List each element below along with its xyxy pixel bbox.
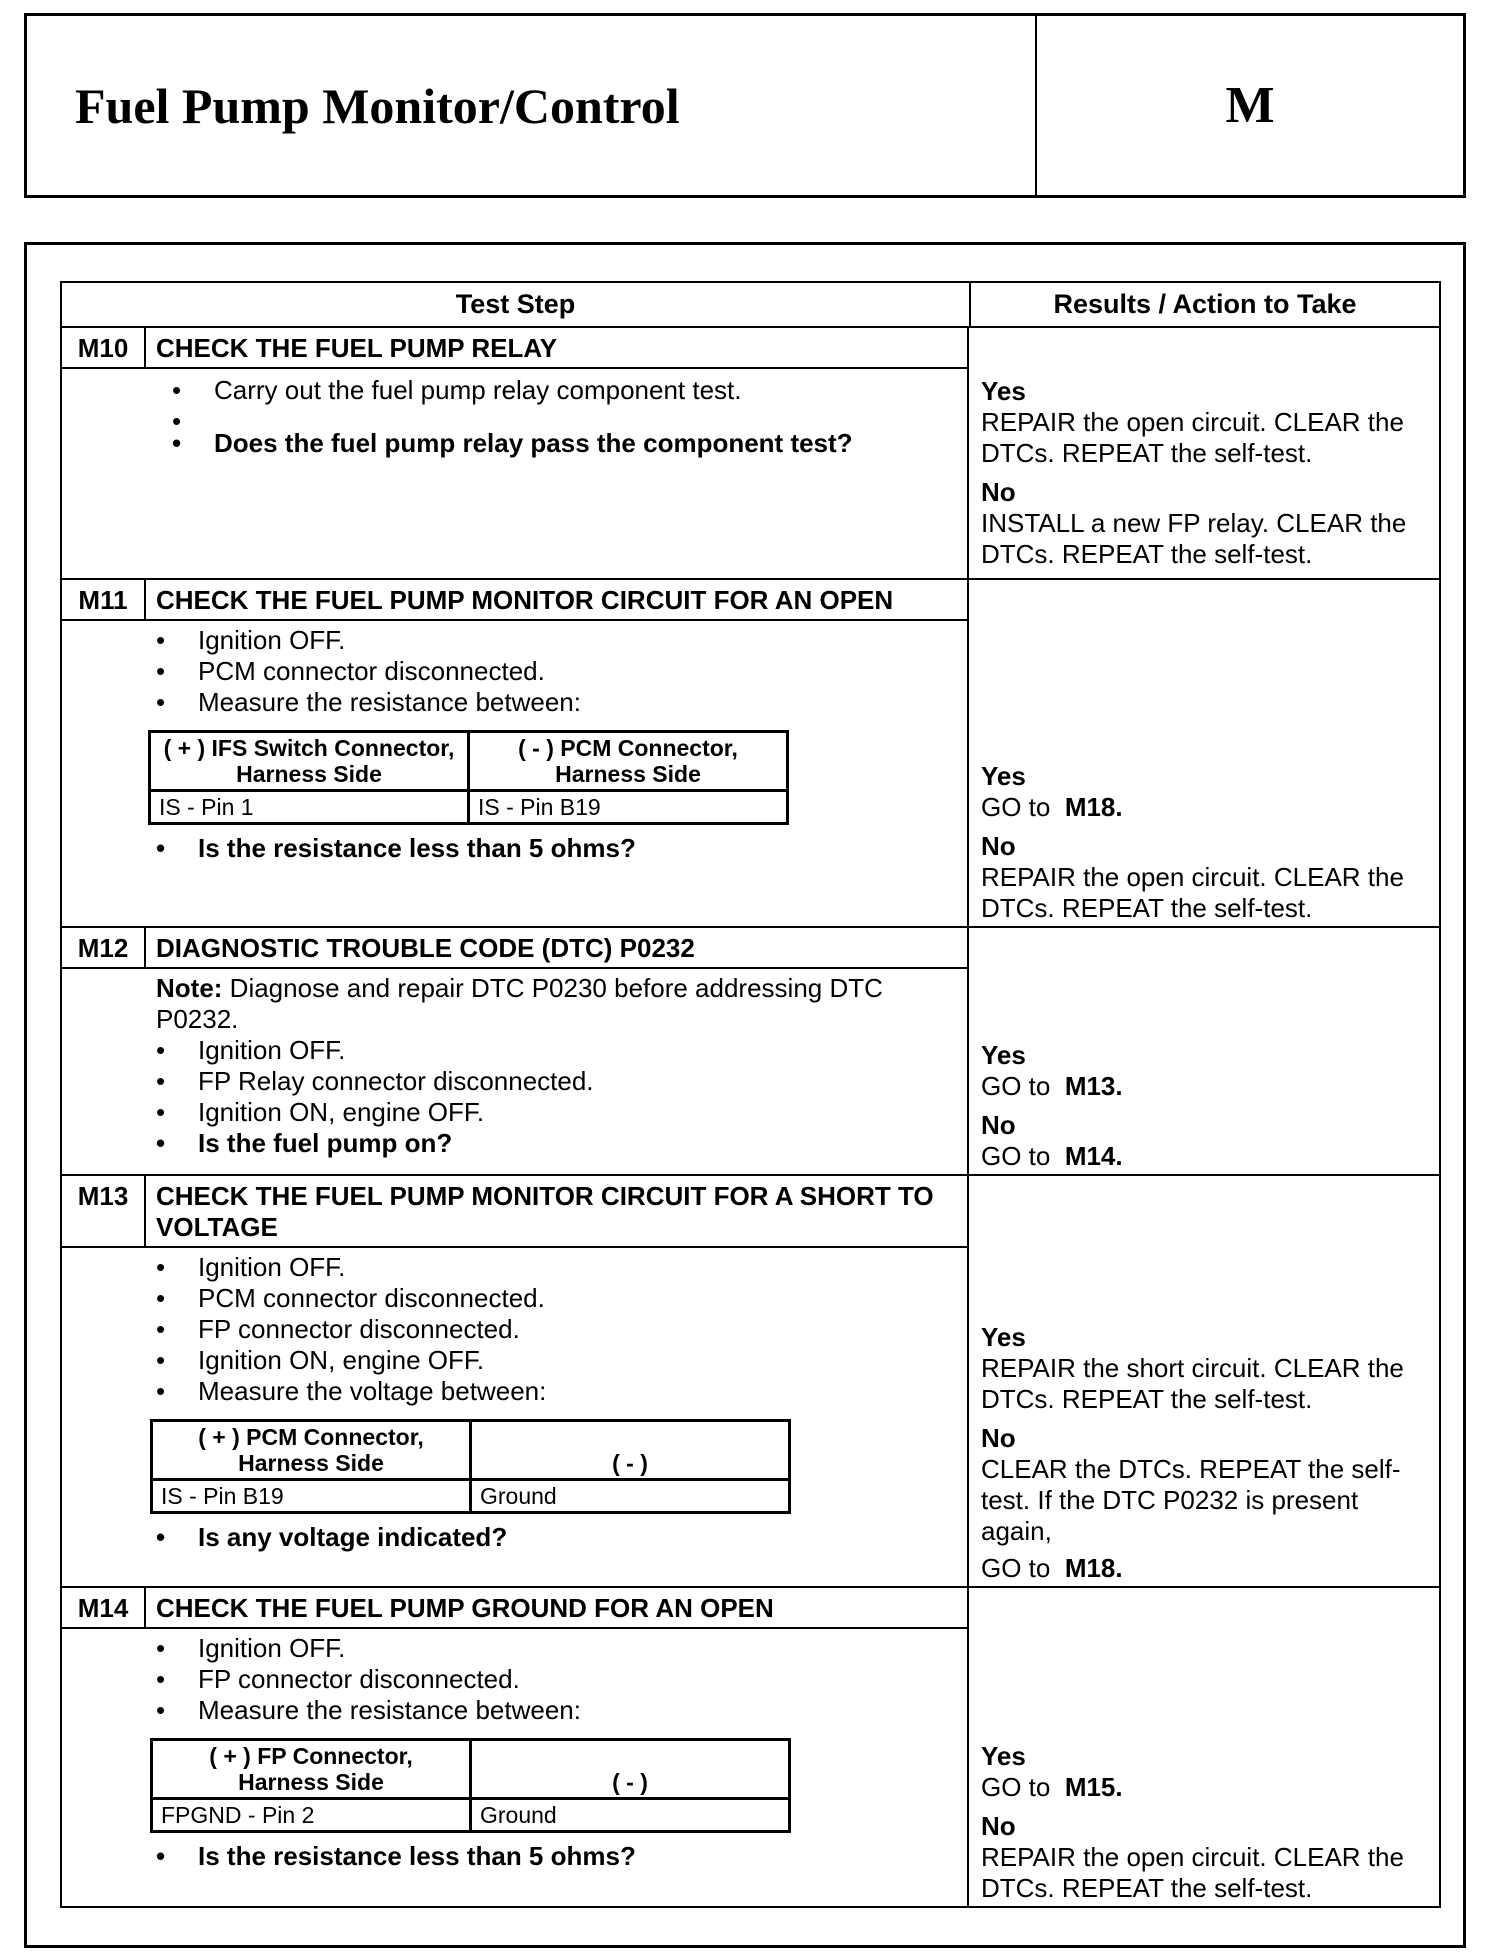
meas-cell-positive: FPGND - Pin 2 [152,1799,471,1832]
step-question: • Is any voltage indicated? [156,1522,957,1553]
step-title: CHECK THE FUEL PUMP MONITOR CIRCUIT FOR AN OPEN [156,585,894,615]
note-label: Note: [156,973,223,1003]
yes-action: REPAIR the open circuit. CLEAR the DTCs. REPEAT the self-test. [981,407,1404,468]
no-label: No [981,831,1016,861]
no-goto [981,1553,1429,1584]
goto-step: M18. [1064,792,1123,822]
no-action: REPAIR the open circuit. CLEAR the DTCs. REPEAT the self-test. [981,862,1404,923]
step-id: M14 [62,1588,146,1627]
yes-action [981,1772,1429,1803]
table-row [62,1176,1439,1588]
note-text: Diagnose and repair DTC P0230 before addressing DTC P0232. [156,973,883,1034]
no-label: No [981,1423,1016,1453]
step-note [156,973,957,1035]
meas-header-positive: ( + ) IFS Switch Connector, Harness Side [150,732,469,791]
goto-step: M13. [1064,1071,1123,1101]
step-title: CHECK THE FUEL PUMP MONITOR CIRCUIT FOR A SHORT TO VOLTAGE [156,1181,934,1242]
meas-header-positive: ( + ) PCM Connector, Harness Side [152,1421,471,1480]
list-item: • Ignition ON, engine OFF. [156,1345,957,1376]
yes-action [981,1071,1429,1102]
step-header [62,1588,967,1629]
list-item: • Ignition ON, engine OFF. [156,1097,957,1128]
no-action: REPAIR the open circuit. CLEAR the DTCs. REPEAT the self-test. [981,1842,1404,1903]
step-id: M10 [62,328,146,367]
goto-step: M18. [1064,1553,1123,1583]
page-title: Fuel Pump Monitor/Control [27,16,1037,195]
step-body [62,621,967,868]
list-item: • Measure the resistance between: [156,1695,957,1726]
step-title: CHECK THE FUEL PUMP RELAY [156,333,558,363]
step-id: M11 [62,580,146,619]
no-action [981,1141,1429,1172]
no-action: INSTALL a new FP relay. CLEAR the DTCs. REPEAT the self-test. [981,508,1407,569]
step-body [62,969,967,1163]
yes-action: REPAIR the short circuit. CLEAR the DTCs. REPEAT the self-test. [981,1353,1404,1414]
step-header [62,580,967,621]
no-label: No [981,1110,1016,1140]
measurement-table [150,1738,791,1833]
no-label: No [981,1811,1016,1841]
list-item: • Ignition OFF. [156,1035,957,1066]
step-body [62,1248,967,1557]
section-letter: M [1225,77,1275,134]
meas-cell-positive: IS - Pin B19 [152,1480,471,1513]
goto-step: M15. [1064,1772,1123,1802]
step-question: • Does the fuel pump relay pass the component test? [172,428,957,459]
step-results [969,1588,1439,1906]
step-results [969,1176,1439,1586]
measurement-table [148,730,789,825]
step-title: DIAGNOSTIC TROUBLE CODE (DTC) P0232 [156,933,695,963]
list-item: • FP Relay connector disconnected. [156,1066,957,1097]
list-item: • FP connector disconnected. [156,1314,957,1345]
no-action: CLEAR the DTCs. REPEAT the self-test. If the DTC P0232 is present again, [981,1454,1401,1546]
step-body [62,369,967,463]
table-header-row [62,283,1439,328]
meas-header-negative: ( - ) PCM Connector, Harness Side [469,732,788,791]
list-item: • Measure the resistance between: [156,687,957,718]
meas-cell-positive: IS - Pin 1 [150,791,469,824]
table-row [62,328,1439,580]
step-results [969,328,1439,578]
goto-step: M14. [1064,1141,1123,1171]
yes-action [981,792,1429,823]
table-row [62,928,1439,1176]
yes-label: Yes [981,761,1026,791]
list-item: • Ignition OFF. [156,625,957,656]
step-body [62,1629,967,1876]
action-text: GO to [981,1553,1051,1583]
meas-cell-negative: IS - Pin B19 [469,791,788,824]
yes-label: Yes [981,376,1026,406]
no-label: No [981,477,1016,507]
list-item: • Ignition OFF. [156,1252,957,1283]
step-question: • Is the resistance less than 5 ohms? [156,1841,957,1872]
content-frame [24,242,1466,1948]
list-item: • PCM connector disconnected. [156,1283,957,1314]
action-text: GO to [981,1141,1051,1171]
meas-cell-negative: Ground [471,1480,790,1513]
step-header [62,928,967,969]
meas-cell-negative: Ground [471,1799,790,1832]
yes-label: Yes [981,1040,1026,1070]
action-text: GO to [981,1071,1051,1101]
list-item: • FP connector disconnected. [156,1664,957,1695]
step-id: M12 [62,928,146,967]
table-row [62,1588,1439,1906]
meas-header-positive: ( + ) FP Connector, Harness Side [152,1740,471,1799]
table-row [62,580,1439,928]
meas-header-negative: ( - ) [471,1421,790,1480]
list-item: • PCM connector disconnected. [156,656,957,687]
spacer [172,406,957,428]
list-item: • Measure the voltage between: [156,1376,957,1407]
step-header [62,328,967,369]
page-header [24,13,1466,198]
step-question: • Is the resistance less than 5 ohms? [156,833,957,864]
yes-label: Yes [981,1741,1026,1771]
measurement-table [150,1419,791,1514]
yes-label: Yes [981,1322,1026,1352]
step-header [62,1176,967,1248]
step-results [969,928,1439,1174]
action-text: GO to [981,792,1051,822]
action-text: GO to [981,1772,1051,1802]
test-step-table [60,281,1441,1908]
step-question: • Is the fuel pump on? [156,1128,957,1159]
step-results [969,580,1439,926]
list-item: • Ignition OFF. [156,1633,957,1664]
column-header-test-step: Test Step [62,283,971,326]
column-header-results: Results / Action to Take [1053,289,1357,319]
list-item: • Carry out the fuel pump relay component test. [172,375,957,406]
meas-header-negative: ( - ) [471,1740,790,1799]
step-id: M13 [62,1176,146,1246]
step-title: CHECK THE FUEL PUMP GROUND FOR AN OPEN [156,1593,774,1623]
